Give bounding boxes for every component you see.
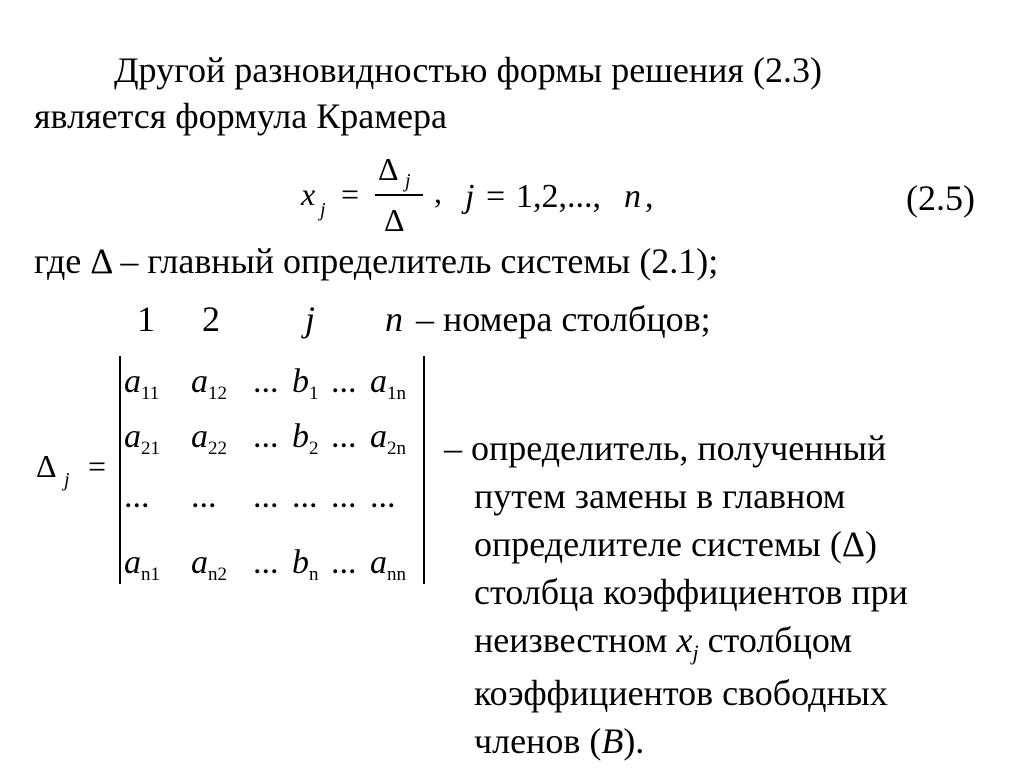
- determinant-cell-sub: n2: [208, 564, 227, 585]
- determinant-cell-main: ...: [292, 478, 318, 515]
- determinant-cell: [253, 365, 279, 399]
- description-line-7-post: ).: [623, 721, 645, 761]
- range-values: 1,2,...,: [516, 178, 601, 215]
- determinant-cell-sub: 12: [208, 383, 227, 404]
- determinant-cell: [191, 418, 227, 459]
- range-variable: j: [465, 178, 475, 215]
- equation-number: (2.5): [906, 178, 975, 218]
- determinant-cell-sub: 1: [309, 383, 319, 404]
- description-line-2: путем замены в главном: [474, 476, 846, 516]
- description-line-5-var: x: [676, 620, 693, 660]
- determinant-cell-sub: nn: [387, 564, 406, 585]
- description-line-5: [444, 616, 908, 669]
- range-end: n: [624, 178, 641, 215]
- determinant-cell-sub: n1: [141, 564, 160, 585]
- determinant-cell: [253, 480, 279, 514]
- column-number-2: 2: [202, 299, 220, 339]
- column-number-n: n: [385, 299, 403, 339]
- column-numbers-suffix: – номера столбцов;: [416, 299, 711, 339]
- description-line-3: определителе системы (Δ): [474, 524, 877, 564]
- intro-line-1: Другой разновидностью формы решения (2.3): [114, 50, 822, 90]
- determinant-right-bar: [423, 356, 425, 584]
- range-comma: ,: [645, 178, 654, 215]
- determinant-cell: [331, 546, 357, 580]
- determinant-cell-sub: 11: [141, 383, 160, 404]
- determinant-cell-main: ...: [191, 478, 217, 515]
- determinant-cell: [292, 480, 318, 514]
- determinant-cell: [191, 544, 227, 585]
- determinant-cell-main: a: [370, 418, 387, 455]
- determinant-left-bar: [119, 356, 121, 584]
- determinant-cell: [331, 365, 357, 399]
- determinant-cell-sub: 22: [208, 438, 227, 459]
- determinant-cell-main: a: [124, 363, 141, 400]
- description-line-5-pre: неизвестном: [474, 620, 677, 660]
- description-line-7-var: B: [601, 721, 624, 761]
- determinant-cell-main: ...: [331, 363, 357, 400]
- determinant-cell-main: a: [191, 544, 208, 581]
- determinant-cell: [370, 480, 396, 514]
- delta-j-sub: j: [64, 469, 70, 491]
- description-line-4: столбца коэффициентов при: [474, 572, 908, 612]
- determinant-cell: [292, 418, 319, 459]
- determinant-cell-main: ...: [370, 478, 396, 515]
- determinant-cell-main: ...: [331, 418, 357, 455]
- determinant-cell-main: b: [292, 363, 309, 400]
- description-line-5-post: столбцом: [698, 620, 852, 660]
- determinant-cell-main: a: [124, 544, 141, 581]
- determinant-cell-main: a: [370, 544, 387, 581]
- determinant-cell-main: a: [191, 418, 208, 455]
- determinant-cell-main: ...: [331, 478, 357, 515]
- description-line-7: [444, 717, 908, 765]
- column-number-1: 1: [137, 299, 155, 339]
- delta-j-equals: =: [88, 448, 107, 484]
- determinant-cell: [331, 420, 357, 454]
- determinant-cell: [191, 480, 217, 514]
- determinant-cell-main: a: [191, 363, 208, 400]
- fraction-bar: [375, 194, 423, 196]
- description-line-7-pre: членов (: [474, 721, 602, 761]
- determinant-cell-main: ...: [253, 478, 279, 515]
- determinant-cell-main: ...: [253, 418, 279, 455]
- determinant-cell: [253, 420, 279, 454]
- fraction-denominator-delta: Δ: [384, 202, 405, 238]
- range-equals: =: [486, 178, 506, 215]
- determinant-cell-main: ...: [124, 478, 150, 515]
- determinant-cell-sub: 2n: [387, 438, 406, 459]
- determinant-cell: [253, 546, 279, 580]
- determinant-cell-main: b: [292, 418, 309, 455]
- formula-lhs-sub: j: [320, 199, 326, 221]
- description-line-6: коэффициентов свободных: [474, 673, 888, 713]
- determinant-cell-main: b: [292, 544, 309, 581]
- determinant-cell: [124, 363, 160, 404]
- determinant-cell: [191, 363, 227, 404]
- determinant-cell-main: a: [370, 363, 387, 400]
- formula-equals: =: [341, 176, 360, 212]
- fraction-numerator-sub: j: [405, 170, 411, 192]
- determinant-cell-sub: 1n: [387, 383, 406, 404]
- determinant-cell: [292, 363, 319, 404]
- description-line-1: – определитель, полученный: [444, 428, 887, 468]
- where-line: где Δ – главный определитель системы (2.1);: [34, 241, 719, 281]
- determinant-cell-main: a: [124, 418, 141, 455]
- determinant-cell: [124, 418, 160, 459]
- determinant-cell-main: ...: [331, 544, 357, 581]
- determinant-cell: [331, 480, 357, 514]
- determinant-cell-main: ...: [253, 363, 279, 400]
- determinant-cell-sub: n: [309, 564, 319, 585]
- fraction-numerator-delta: Δ: [378, 151, 399, 187]
- intro-line-2: является формула Крамера: [34, 96, 447, 136]
- determinant-cell: [370, 363, 406, 404]
- determinant-cell-sub: 21: [141, 438, 160, 459]
- determinant-cell: [370, 544, 406, 585]
- determinant-description: [444, 424, 908, 765]
- determinant-cell-main: ...: [253, 544, 279, 581]
- determinant-cell-sub: 2: [309, 438, 319, 459]
- determinant-cell: [124, 480, 150, 514]
- formula-lhs-var: x: [301, 176, 316, 212]
- determinant-cell: [370, 418, 406, 459]
- determinant-cell: [292, 544, 319, 585]
- column-number-j: j: [305, 299, 316, 339]
- delta-j-symbol: Δ: [36, 448, 57, 484]
- formula-comma: ,: [434, 174, 442, 210]
- determinant-cell: [124, 544, 160, 585]
- description-line-5-sub: j: [692, 640, 699, 665]
